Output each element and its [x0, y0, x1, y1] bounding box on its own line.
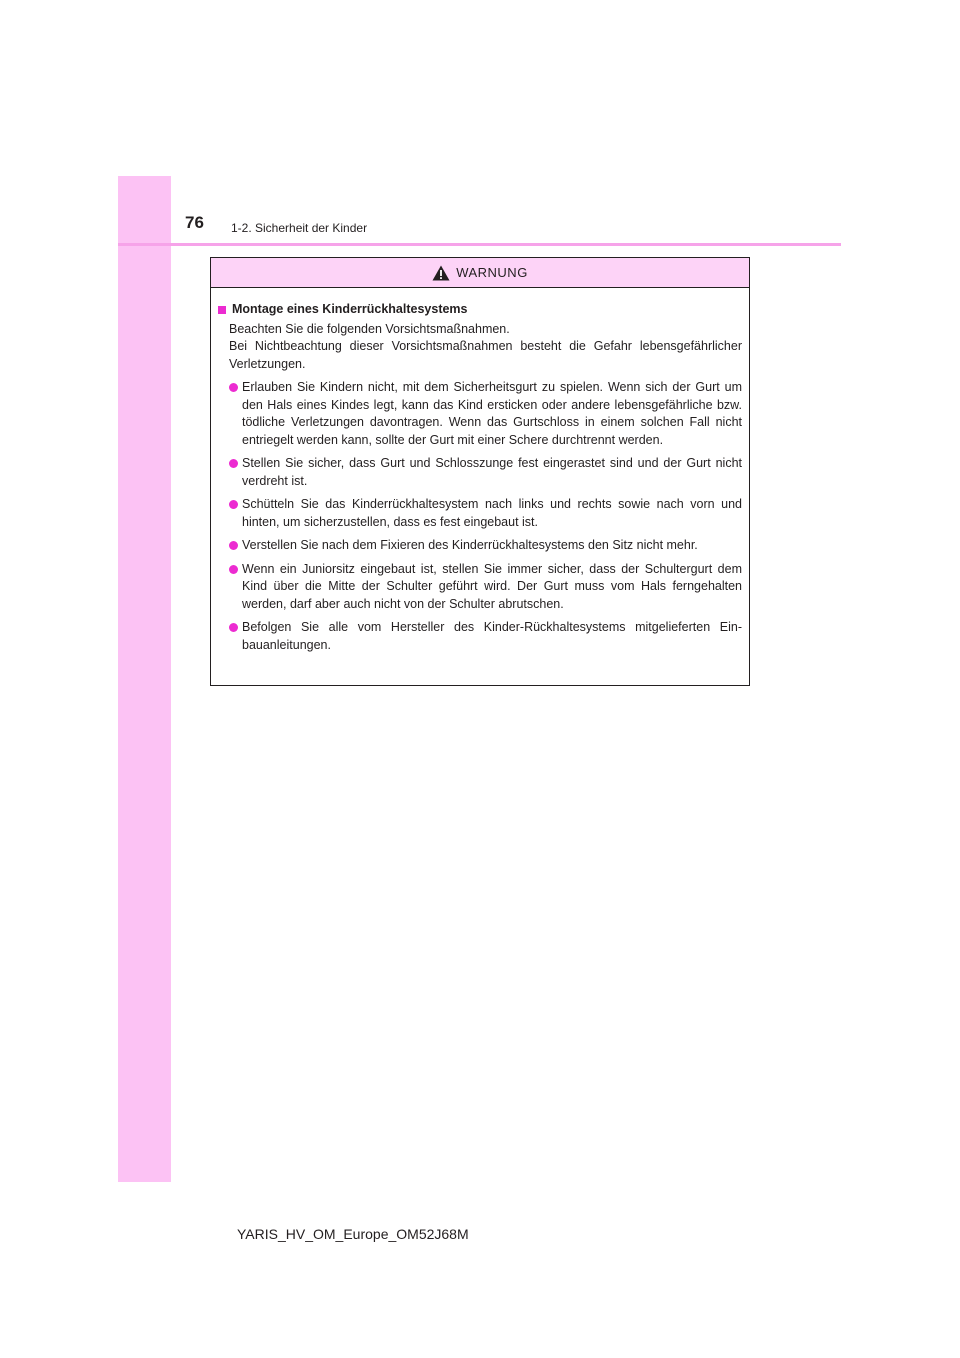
round-bullet-icon	[229, 623, 238, 632]
round-bullet-icon	[229, 383, 238, 392]
warning-triangle-icon	[432, 265, 450, 281]
warning-heading	[218, 301, 742, 319]
round-bullet-icon	[229, 565, 238, 574]
warning-bullet	[218, 379, 742, 449]
bullet-text: Verstellen Sie nach dem Fixieren des Kinderrückhaltesystems den Sitz nicht mehr.	[242, 538, 698, 552]
warning-bullet	[218, 496, 742, 531]
bullet-text: Wenn ein Juniorsitz eingebaut ist, stellen Sie immer sicher, dass der Schultergurt dem Kind über die Mitte der Schulter geführt wird. Der Gurt muss vom Hals ferngehalten werden, darf aber auch nicht von der Schulter abrutschen.	[242, 561, 742, 611]
warning-intro	[218, 321, 742, 374]
document-code: YARIS_HV_OM_Europe_OM52J68M	[237, 1226, 469, 1242]
chapter-sidebar-tab	[118, 176, 171, 1182]
warning-bullet	[218, 455, 742, 490]
warning-body	[211, 288, 749, 654]
square-bullet-icon	[218, 306, 226, 314]
intro-line: Beachten Sie die folgenden Vorsichtsmaßnahmen.	[229, 321, 510, 336]
round-bullet-icon	[229, 459, 238, 468]
bullet-text: Erlauben Sie Kindern nicht, mit dem Sicherheitsgurt zu spielen. Wenn sich der Gurt um den Hals eines Kindes legt, kann das Kind ersticken oder andere lebensgefährliche bzw. tödliche Verletzungen davontragen. Wenn das Gurtschloss in einem solchen Fall nicht entriegelt werden kann, sollte der Gurt mit einer Schere durchtrennt werden.	[242, 380, 742, 447]
intro-line: Bei Nichtbeachtung dieser Vorsichtsmaßnahmen besteht die Gefahr lebensgefährlicher Verletzungen.	[229, 339, 742, 371]
bullet-text: Stellen Sie sicher, dass Gurt und Schlosszunge fest eingerastet sind und der Gurt nicht verdreht ist.	[242, 456, 742, 488]
warning-bullet	[218, 619, 742, 654]
bullet-text: Befolgen Sie alle vom Hersteller des Kinder-Rückhaltesystems mitgelieferten Einbauanleitungen.	[242, 620, 742, 652]
warning-box	[210, 257, 750, 686]
warning-header	[211, 258, 749, 288]
section-title: 1-2. Sicherheit der Kinder	[231, 221, 368, 235]
warning-heading-text: Montage eines Kinderrückhaltesystems	[232, 302, 468, 316]
round-bullet-icon	[229, 541, 238, 550]
warning-label: WARNUNG	[456, 265, 528, 280]
bullet-text: Schütteln Sie das Kinderrückhaltesystem nach links und rechts sowie nach vorn und hinten, um sicherzustellen, dass es fest eingebaut ist.	[242, 497, 742, 529]
header-divider	[118, 243, 841, 246]
round-bullet-icon	[229, 500, 238, 509]
page-number: 76	[185, 213, 204, 232]
warning-bullet	[218, 537, 742, 555]
warning-bullet	[218, 561, 742, 614]
